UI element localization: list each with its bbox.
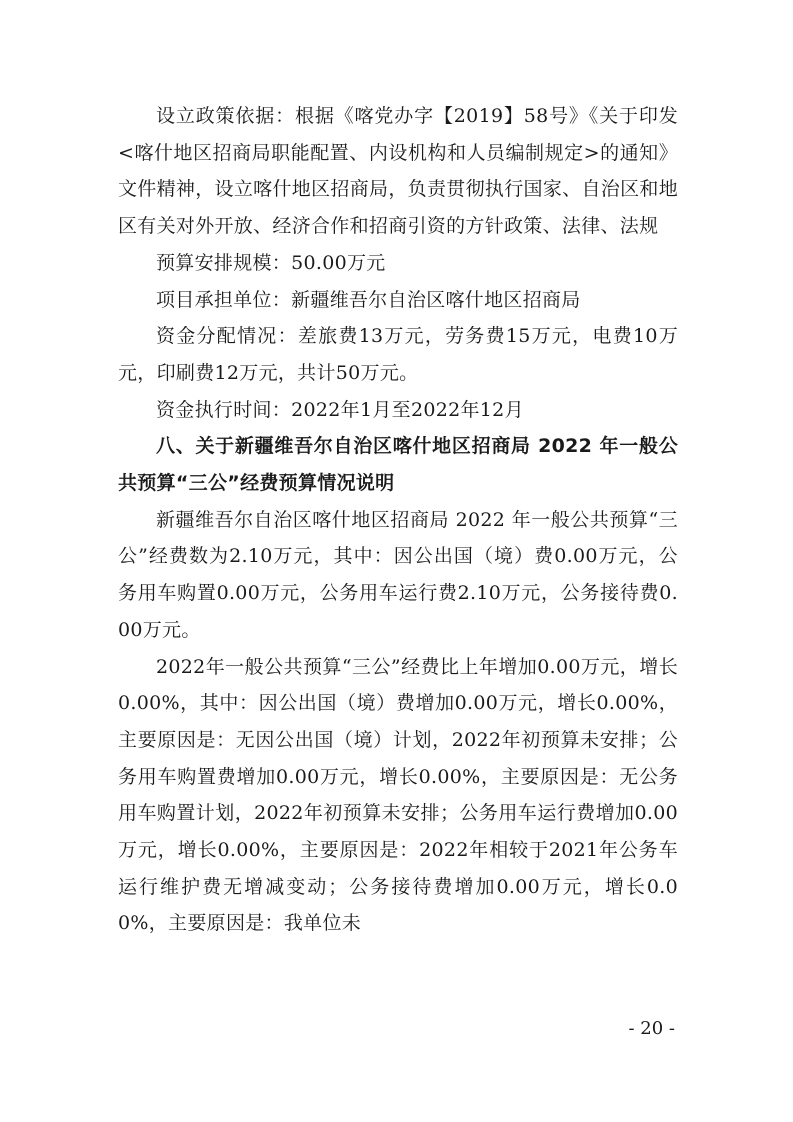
three-public-expenses-summary: 新疆维吾尔自治区喀什地区招商局 2022 年一般公共预算“三公”经费数为2.10万元，其中：因公出国（境）费0.00万元，公务用车购置0.00万元，公务用车运行费2.10万元，公务接待费0.00万元。 [118,508,678,641]
three-public-expenses-change: 2022年一般公共预算“三公”经费比上年增加0.00万元，增长0.00%，其中：因公出国（境）费增加0.00万元，增长0.00%，主要原因是：无因公出国（境）计划，2022年初预算未安排；公务用车购置费增加0.00万元，增长0.00%，主要原因是：无公务用车购置计划，2022年初预算未安排；公务用车运行费增加0.00万元，增长0.00%，主要原因是：2022年相较于2021年公务车运行维护费无增减变动；公务接待费增加0.00万元，增长0.00%，主要原因是：我单位未 [118,655,678,935]
fund-allocation-paragraph: 资金分配情况：差旅费13万元，劳务费15万元，电费10万元，印刷费12万元，共计50万元。 [118,325,678,384]
policy-basis-paragraph: 设立政策依据：根据《喀党办字【2019】58号》《关于印发<喀什地区招商局职能配置、内设机构和人员编制规定>的通知》文件精神，设立喀什地区招商局，负责贯彻执行国家、自治区和地区有关对外开放、经济合作和招商引资的方针政策、法律、法规 [118,105,678,238]
page-number: - 20 - [628,1018,675,1039]
document-body [118,98,678,942]
section-heading: 八、关于新疆维吾尔自治区喀什地区招商局 2022 年一般公共预算“三公”经费预算情况说明 [118,435,678,495]
project-unit-paragraph: 项目承担单位：新疆维吾尔自治区喀什地区招商局 [156,288,581,311]
fund-execution-time-paragraph: 资金执行时间：2022年1月至2022年12月 [156,398,524,421]
budget-scale-paragraph: 预算安排规模：50.00万元 [156,251,386,274]
